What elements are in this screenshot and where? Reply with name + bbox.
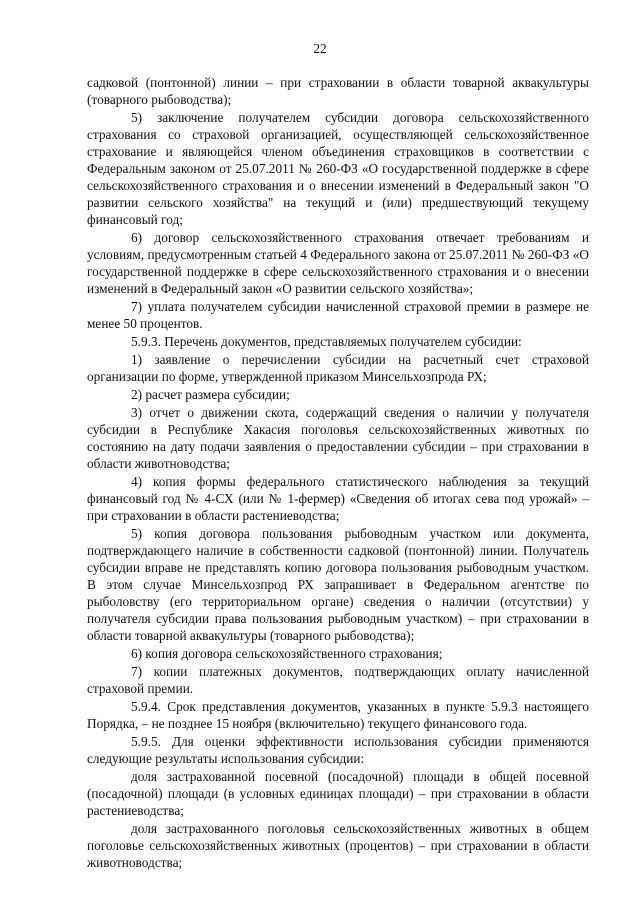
paragraph: 7) копии платежных документов, подтверждающих оплату начисленной страховой премии.	[87, 664, 589, 696]
paragraph: 7) уплата получателем субсидии начисленной страховой премии в размере не менее 50 процентов.	[87, 299, 589, 331]
paragraph: доля застрахованной посевной (посадочной) площади в общей посевной (посадочной) площади (в условных единицах площади) – при страховании в области растениеводства;	[87, 769, 589, 818]
paragraph: 5) копия договора пользования рыбоводным участком или документа, подтверждающего наличие в собственности садковой (понтонной) линии. Получатель субсидии вправе не представлять копию договора пользования рыбоводным участком. В этом случае Минсельхозпрод РХ запрашивает в Федеральном агентстве по рыболовству (его территориальном органе) сведения о наличии (отсутствии) у получателя субсидии права пользования рыбоводным участком) – при страховании в области товарной аквакультуры (товарного рыбоводства);	[87, 526, 589, 643]
paragraph: садковой (понтонной) линии – при страховании в области товарной аквакультуры (товарного рыбоводства);	[87, 75, 589, 107]
paragraph: 5.9.5. Для оценки эффективности использования субсидии применяются следующие результаты использования субсидии:	[87, 734, 589, 766]
paragraph: 5) заключение получателем субсидии договора сельскохозяйственного страхования со страховой организацией, осуществляющей сельскохозяйственное страхование и являющейся членом объединения страховщиков в соответствии с Федеральным законом от 25.07.2011 № 260-ФЗ «О государственной поддержке в сфере сельскохозяйственного страхования и о внесении изменений в Федеральный закон "О развитии сельского хозяйства" на текущий и (или) предшествующий текущему финансовый год;	[87, 110, 589, 227]
body-text	[87, 74, 589, 872]
paragraph: 4) копия формы федерального статистического наблюдения за текущий финансовый год № 4-СХ (или № 1-фермер) «Сведения об итогах сева под урожай» – при страховании в области растениеводства;	[87, 474, 589, 523]
paragraph: 6) договор сельскохозяйственного страхования отвечает требованиям и условиям, предусмотренным статьей 4 Федерального закона от 25.07.2011 № 260-ФЗ «О государственной поддержке в сфере сельскохозяйственного страхования и о внесении изменений в Федеральный закон «О развитии сельского хозяйства»;	[87, 230, 589, 296]
paragraph: 3) отчет о движении скота, содержащий сведения о наличии у получателя субсидии в Республике Хакасия поголовья сельскохозяйственных животных по состоянию на дату подачи заявления о предоставлении субсидии – при страховании в области животноводства;	[87, 405, 589, 471]
paragraph: 5.9.4. Срок представления документов, указанных в пункте 5.9.3 настоящего Порядка, – не позднее 15 ноября (включительно) текущего финансового года.	[87, 699, 589, 731]
page-number: 22	[313, 41, 327, 56]
paragraph: доля застрахованного поголовья сельскохозяйственных животных в общем поголовье сельскохозяйственных животных (процентов) – при страховании в области животноводства;	[87, 821, 589, 870]
paragraph: 1) заявление о перечислении субсидии на расчетный счет страховой организации по форме, утвержденной приказом Минсельхозпрода РХ;	[87, 352, 589, 384]
paragraph: 2) расчет размера субсидии;	[131, 387, 290, 402]
paragraph: 6) копия договора сельскохозяйственного страхования;	[131, 646, 443, 661]
paragraph: 5.9.3. Перечень документов, представляемых получателем субсидии:	[131, 334, 522, 349]
